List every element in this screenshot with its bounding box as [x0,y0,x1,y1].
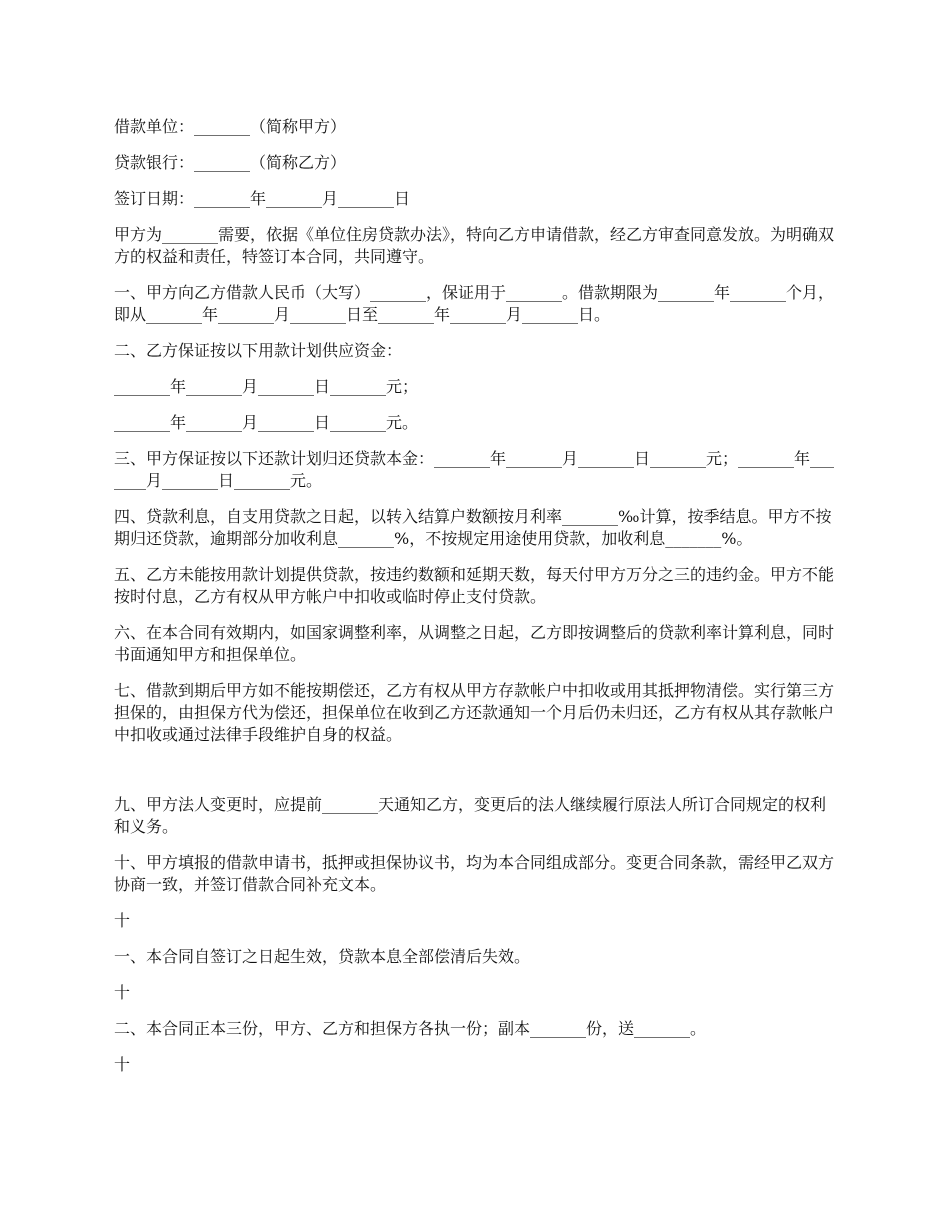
clause-5: 五、乙方未能按用款计划提供贷款，按违约数额和延期天数，每天付甲方万分之三的违约金。甲方不能按时付息，乙方有权从甲方帐户中扣收或临时停止支付贷款。 [114,565,835,606]
clause-6: 六、在本合同有效期内，如国家调整利率，从调整之日起，乙方即按调整后的贷款利率计算利息，同时书面通知甲方和担保单位。 [114,623,835,664]
clause-4: 四、贷款利息，自支用贷款之日起，以转入结算户数额按月利率_______‰计算，按季结息。甲方不按期归还贷款，逾期部分加收利息_______%，不按规定用途使用贷款，加收利息_______%。 [114,507,832,548]
clause-3: 三、甲方保证按以下还款计划归还贷款本金：_______年_______月_______日_______元；_______年_______月_______日_______元。 [114,449,835,490]
clause-12: 二、本合同正本三份，甲方、乙方和担保方各执一份；副本_______份，送_______。 [114,1019,707,1038]
signing-date-line: 签订日期：_______年_______月_______日 [114,189,411,208]
clause-12-heading: 十 [114,983,131,1002]
lender-bank-line: 贷款银行：_______（简称乙方） [114,153,347,172]
clause-11-heading: 十 [114,911,131,930]
blank-gap [114,760,838,794]
funding-plan-line-1: _______年_______月_______日_______元； [114,377,419,396]
clause-2: 二、乙方保证按以下用款计划供应资金： [114,341,403,360]
borrower-line: 借款单位：_______（简称甲方） [114,117,347,136]
clause-11: 一、本合同自签订之日起生效，贷款本息全部偿清后失效。 [114,947,531,966]
clause-10: 十、甲方填报的借款申请书，抵押或担保协议书，均为本合同组成部分。变更合同条款，需经甲乙双方协商一致，并签订借款合同补充文本。 [114,853,835,894]
preamble-paragraph: 甲方为_______需要，依据《单位住房贷款办法》，特向乙方申请借款，经乙方审查同意发放。为明确双方的权益和责任，特签订本合同，共同遵守。 [114,225,835,266]
clause-13-heading: 十 [114,1055,131,1074]
clause-9: 九、甲方法人变更时，应提前_______天通知乙方，变更后的法人继续履行原法人所订合同规定的权利和义务。 [114,795,827,836]
clause-7: 七、借款到期后甲方如不能按期偿还，乙方有权从甲方存款帐户中扣收或用其抵押物清偿。实行第三方担保的，由担保方代为偿还，担保单位在收到乙方还款通知一个月后仍未归还，乙方有权从其存款帐户中扣收或通过法律手段维护自身的权益。 [114,681,835,744]
funding-plan-line-2: _______年_______月_______日_______元。 [114,413,419,432]
contract-document [114,116,838,1090]
clause-1: 一、甲方向乙方借款人民币（大写）_______，保证用于_______。借款期限为_______年_______个月，即从_______年_______月_______日至_______年_______月_______日。 [114,283,835,324]
